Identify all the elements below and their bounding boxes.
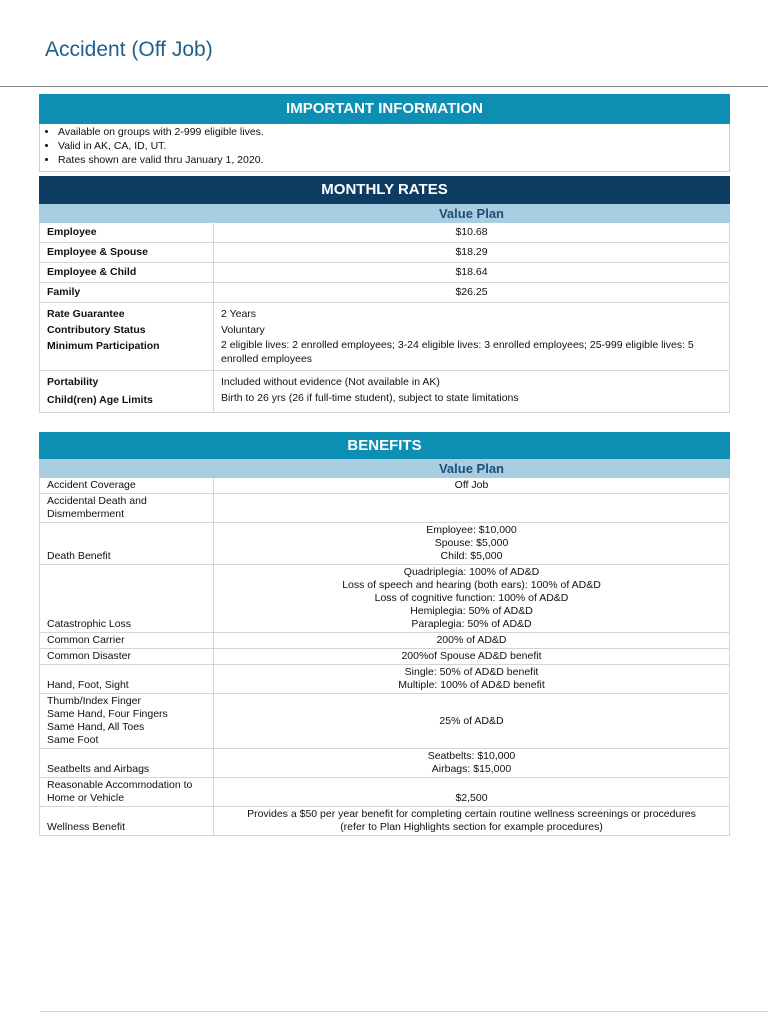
benefit-label <box>40 749 214 778</box>
important-info-box <box>39 124 730 172</box>
plan-header-label: Value Plan <box>214 205 730 223</box>
table-row <box>40 694 730 749</box>
benefit-value-line: Hemiplegia: 50% of AD&D <box>410 605 533 617</box>
benefit-value <box>214 649 730 665</box>
plan-header-label: Value Plan <box>214 460 730 478</box>
table-row <box>40 523 730 565</box>
benefit-label-line: Common Carrier <box>47 634 125 646</box>
benefit-label-line: Accident Coverage <box>47 479 136 491</box>
list-item: • Available on groups with 2-999 eligible lives. <box>58 125 729 139</box>
term-label: Minimum Participation <box>47 340 160 352</box>
table-row <box>40 649 730 665</box>
benefit-label-line: Hand, Foot, Sight <box>47 679 129 691</box>
benefit-label <box>40 523 214 565</box>
benefit-label-line: Catastrophic Loss <box>47 618 132 630</box>
list-item: • Rates shown are valid thru January 1, 2020. <box>58 153 729 167</box>
benefits-section <box>39 432 730 836</box>
important-info-section <box>39 94 730 172</box>
table-row <box>40 633 730 649</box>
footer-divider <box>40 1011 768 1012</box>
benefit-value <box>214 694 730 749</box>
benefit-value <box>214 807 730 836</box>
terms-values <box>214 303 730 371</box>
benefit-value-line: Loss of speech and hearing (both ears): 100% of AD&D <box>342 579 601 591</box>
benefit-label-line: Same Foot <box>47 734 99 746</box>
benefit-label <box>40 778 214 807</box>
benefit-label-line: Death Benefit <box>47 550 111 562</box>
benefit-label-line: Accidental Death and <box>47 495 147 507</box>
rate-value: $18.29 <box>214 243 730 263</box>
terms-values <box>214 371 730 413</box>
term-label: Child(ren) Age Limits <box>47 394 153 406</box>
terms-labels <box>40 371 214 413</box>
benefit-value-line: Provides a $50 per year benefit for completing certain routine wellness screenings or procedures <box>247 808 696 820</box>
monthly-rates-section <box>39 176 730 413</box>
benefit-label-line: Wellness Benefit <box>47 821 126 833</box>
benefit-value-line: Multiple: 100% of AD&D benefit <box>398 679 545 691</box>
benefit-value-line: (refer to Plan Highlights section for example procedures) <box>340 821 603 833</box>
term-value: 2 eligible lives: 2 enrolled employees; 3-24 eligible lives: 3 enrolled employees; 25-999 eligible lives: 5 enrolled employees <box>221 339 694 365</box>
benefit-label-line: Reasonable Accommodation to <box>47 779 193 791</box>
benefit-value-line: 200% of AD&D <box>436 634 507 646</box>
benefits-heading: BENEFITS <box>39 432 730 459</box>
header-divider <box>0 86 768 87</box>
benefit-label <box>40 807 214 836</box>
table-row <box>40 283 730 303</box>
benefit-label <box>40 633 214 649</box>
rate-value: $18.64 <box>214 263 730 283</box>
page-title: Accident (Off Job) <box>45 38 213 61</box>
term-label: Rate Guarantee <box>47 308 125 320</box>
plan-header-blank <box>40 205 214 223</box>
term-value: Voluntary <box>221 324 265 336</box>
term-value: Included without evidence (Not available in AK) <box>221 376 440 388</box>
benefit-value-line: Off Job <box>454 479 489 491</box>
term-label: Contributory Status <box>47 324 146 336</box>
rate-value: $10.68 <box>214 223 730 243</box>
benefit-value-line: Quadriplegia: 100% of AD&D <box>403 566 540 578</box>
benefit-value-line: Loss of cognitive function: 100% of AD&D <box>374 592 569 604</box>
table-row <box>40 494 730 523</box>
monthly-rates-table <box>39 204 730 413</box>
table-row <box>40 665 730 694</box>
benefit-label <box>40 665 214 694</box>
rate-label: Family <box>40 283 214 303</box>
benefit-value-line: Child: $5,000 <box>440 550 503 562</box>
important-info-heading: IMPORTANT INFORMATION <box>39 94 730 124</box>
table-row <box>40 807 730 836</box>
table-row <box>40 565 730 633</box>
rate-label: Employee & Spouse <box>40 243 214 263</box>
benefit-value <box>214 749 730 778</box>
benefit-value <box>214 665 730 694</box>
benefit-value-line: $2,500 <box>455 792 488 804</box>
benefit-value-line: Seatbelts: $10,000 <box>427 750 516 762</box>
benefit-label-line: Same Hand, All Toes <box>47 721 145 733</box>
benefit-value-line: Spouse: $5,000 <box>434 537 509 549</box>
benefit-label-line: Home or Vehicle <box>47 792 125 804</box>
term-value: Birth to 26 yrs (26 if full-time student), subject to state limitations <box>221 392 519 404</box>
benefit-label-line: Dismemberment <box>47 508 125 520</box>
benefit-value <box>214 478 730 494</box>
benefit-value <box>214 494 730 523</box>
plan-header-row <box>40 205 730 223</box>
benefit-label <box>40 478 214 494</box>
benefit-label-line: Same Hand, Four Fingers <box>47 708 168 720</box>
benefit-value <box>214 633 730 649</box>
benefit-value-line: Airbags: $15,000 <box>431 763 512 775</box>
table-row <box>40 778 730 807</box>
benefit-label <box>40 694 214 749</box>
monthly-rates-heading: MONTHLY RATES <box>39 176 730 204</box>
table-row <box>40 243 730 263</box>
list-item: • Valid in AK, CA, ID, UT. <box>58 139 729 153</box>
table-row <box>40 478 730 494</box>
benefit-value-line: Single: 50% of AD&D benefit <box>404 666 539 678</box>
rate-label: Employee & Child <box>40 263 214 283</box>
benefit-value <box>214 778 730 807</box>
benefit-value <box>214 565 730 633</box>
table-row <box>40 303 730 371</box>
rate-label: Employee <box>40 223 214 243</box>
plan-header-blank <box>40 460 214 478</box>
benefit-value-line: Employee: $10,000 <box>426 524 517 536</box>
benefit-label <box>40 494 214 523</box>
term-label: Portability <box>47 376 99 388</box>
benefit-label <box>40 565 214 633</box>
benefit-value <box>214 523 730 565</box>
term-value: 2 Years <box>221 308 257 320</box>
benefit-label <box>40 649 214 665</box>
table-row <box>40 263 730 283</box>
benefit-label-line: Thumb/Index Finger <box>47 695 141 707</box>
benefit-value-line: 200%of Spouse AD&D benefit <box>401 650 542 662</box>
table-row <box>40 223 730 243</box>
table-row <box>40 371 730 413</box>
important-info-list <box>40 125 729 167</box>
benefit-label-line: Seatbelts and Airbags <box>47 763 150 775</box>
table-row <box>40 749 730 778</box>
terms-labels <box>40 303 214 371</box>
plan-header-row <box>40 460 730 478</box>
benefit-value-line: 25% of AD&D <box>439 714 504 727</box>
rate-value: $26.25 <box>214 283 730 303</box>
benefit-label-line: Common Disaster <box>47 650 132 662</box>
benefits-table <box>39 459 730 836</box>
benefit-value-line: Paraplegia: 50% of AD&D <box>411 618 532 630</box>
